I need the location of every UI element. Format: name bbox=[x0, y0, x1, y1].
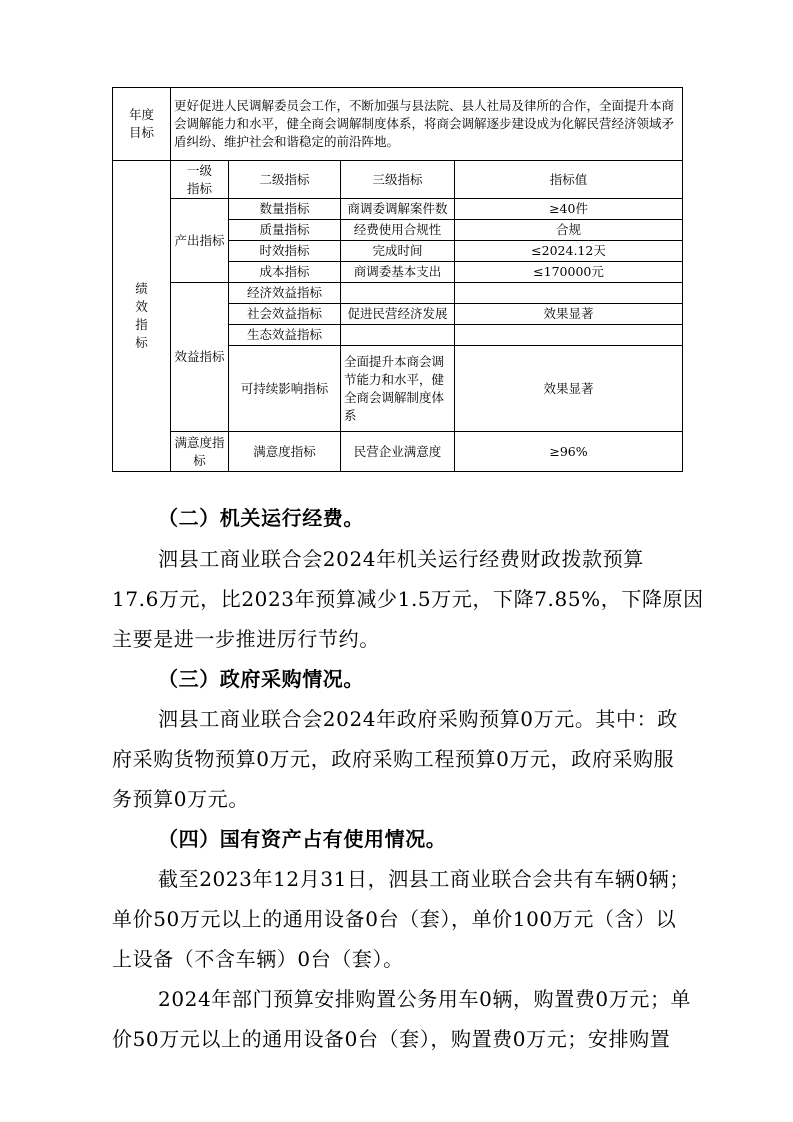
cell-l3: 商调委基本支出 bbox=[341, 262, 455, 283]
cell-l2: 经济效益指标 bbox=[229, 283, 341, 304]
cell-value: ≤2024.12天 bbox=[455, 241, 683, 262]
cell-value: 合规 bbox=[455, 220, 683, 241]
cell-l3: 完成时间 bbox=[341, 241, 455, 262]
satisfaction-label: 满意度指 标 bbox=[171, 432, 229, 472]
header-level2: 二级指标 bbox=[229, 161, 341, 199]
header-level1: 一级 指标 bbox=[171, 161, 229, 199]
paragraph-line: 泗县工商业联合会2024年机关运行经费财政拨款预算 bbox=[158, 547, 644, 571]
cell-value: ≥96% bbox=[455, 432, 683, 472]
cell-l2: 生态效益指标 bbox=[229, 325, 341, 346]
benefit-label: 效益指标 bbox=[171, 283, 229, 432]
section-heading: （四）国有资产占有使用情况。 bbox=[158, 827, 447, 851]
paragraph-line: 务预算0万元。 bbox=[112, 787, 249, 811]
paragraph-line: 上设备（不含车辆）0台（套）。 bbox=[112, 947, 404, 971]
header-value: 指标值 bbox=[455, 161, 683, 199]
section-heading: （二）机关运行经费。 bbox=[158, 506, 364, 530]
paragraph-line: 主要是进一步推进厉行节约。 bbox=[112, 627, 380, 651]
cell-l2: 满意度指标 bbox=[229, 432, 341, 472]
header-level3: 三级指标 bbox=[341, 161, 455, 199]
section-heading: （三）政府采购情况。 bbox=[158, 667, 364, 691]
cell-value: ≤170000元 bbox=[455, 262, 683, 283]
cell-l3: 民营企业满意度 bbox=[341, 432, 455, 472]
paragraph-line: 单价50万元以上的通用设备0台（套），单价100万元（含）以 bbox=[112, 907, 677, 931]
perf-label: 绩 效 指 标 bbox=[113, 161, 171, 472]
cell-l3: 经费使用合规性 bbox=[341, 220, 455, 241]
goal-text: 更好促进人民调解委员会工作，不断加强与县法院、县人社局及律所的合作，全面提升本商会调解能力和水平，健全商会调解制度体系，将商会调解逐步建设成为化解民营经济领域矛盾纠纷、维护社会和谐稳定的前沿阵地。 bbox=[171, 88, 683, 161]
cell-l2: 质量指标 bbox=[229, 220, 341, 241]
output-label: 产出指标 bbox=[171, 199, 229, 283]
paragraph-line: 17.6万元，比2023年预算减少1.5万元，下降7.85%，下降原因 bbox=[112, 587, 704, 611]
cell-l2: 数量指标 bbox=[229, 199, 341, 220]
paragraph-line: 府采购货物预算0万元，政府采购工程预算0万元，政府采购服 bbox=[112, 747, 675, 771]
goal-label: 年度 目标 bbox=[113, 88, 171, 161]
cell-l3: 促进民营经济发展 bbox=[341, 304, 455, 325]
paragraph-line: 泗县工商业联合会2024年政府采购预算0万元。其中：政 bbox=[158, 707, 678, 731]
cell-l2: 时效指标 bbox=[229, 241, 341, 262]
cell-l3: 全面提升本商会调节能力和水平，健全商会调解制度体系 bbox=[341, 346, 455, 432]
cell-l2: 成本指标 bbox=[229, 262, 341, 283]
document-body bbox=[112, 0, 704, 1122]
cell-l2: 可持续影响指标 bbox=[229, 346, 341, 432]
cell-l3: 商调委调解案件数 bbox=[341, 199, 455, 220]
cell-value: 效果显著 bbox=[455, 346, 683, 432]
paragraph-line: 价50万元以上的通用设备0台（套），购置费0万元；安排购置 bbox=[112, 1027, 671, 1051]
paragraph-line: 截至2023年12月31日，泗县工商业联合会共有车辆0辆； bbox=[158, 867, 690, 891]
cell-l2: 社会效益指标 bbox=[229, 304, 341, 325]
cell-value: ≥40件 bbox=[455, 199, 683, 220]
cell-value: 效果显著 bbox=[455, 304, 683, 325]
paragraph-line: 2024年部门预算安排购置公务用车0辆，购置费0万元；单 bbox=[158, 987, 692, 1011]
